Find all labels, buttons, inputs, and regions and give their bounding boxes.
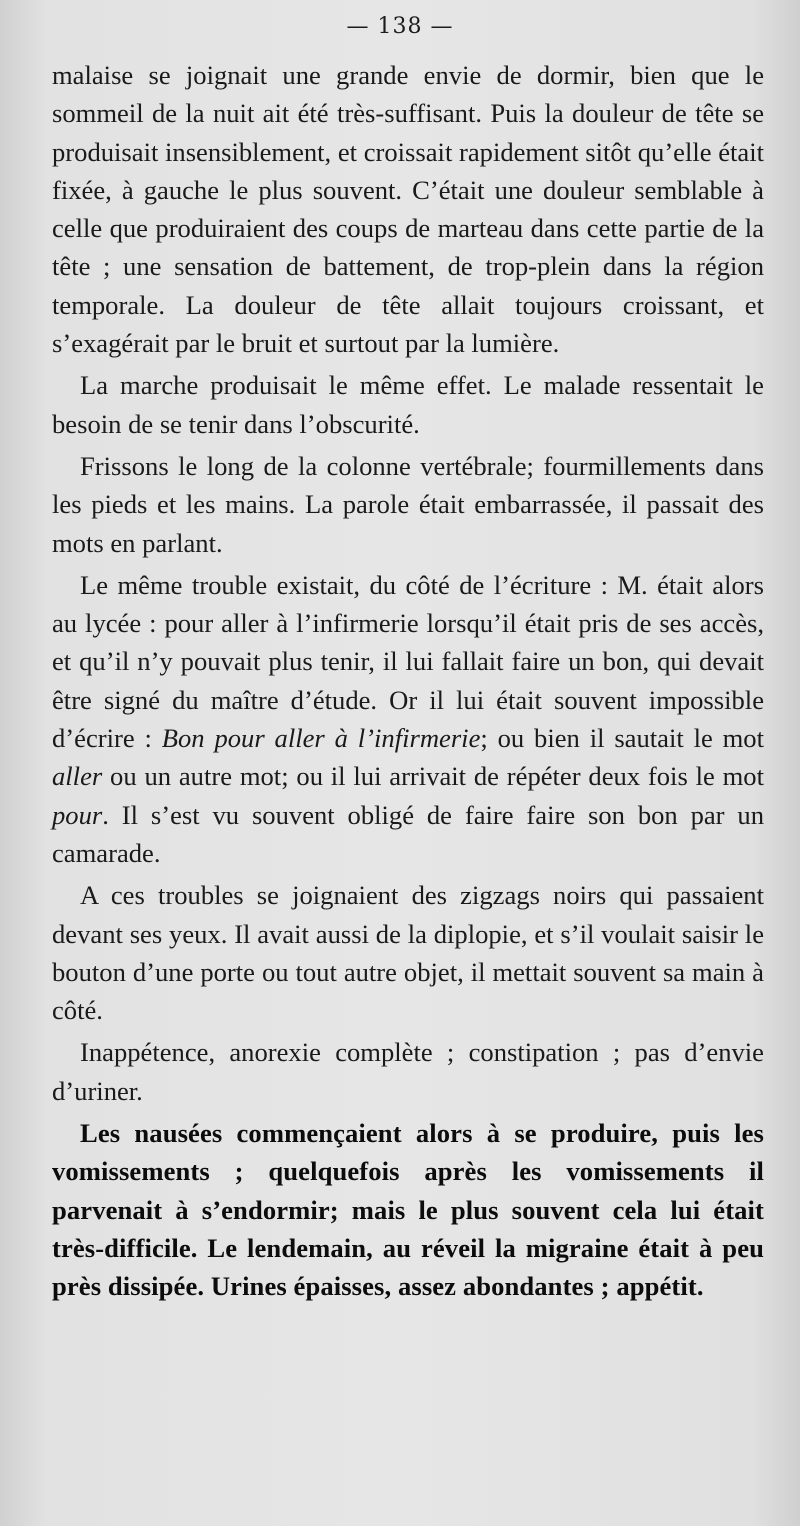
paragraph-1 — [52, 56, 764, 362]
paragraph-4-italic-quote: Bon pour aller à l’infirmerie — [161, 723, 481, 754]
paragraph-7 — [52, 1114, 764, 1305]
body-text — [52, 56, 764, 1306]
paragraph-2 — [52, 366, 764, 443]
paragraph-7-text: Les nausées commençaient alors à se produire, puis les vomissements ; quelquefois après les vomissements il parvenait à s’endormir; mais le plus souvent cela lui était très-difficile. Le lendemain, au réveil la migraine était à peu près dissipée. Urines épaisses, assez abondantes ; appétit. — [52, 1118, 764, 1302]
paragraph-5 — [52, 876, 764, 1029]
paragraph-6 — [52, 1033, 764, 1110]
paragraph-6-text: Inappétence, anorexie complète ; constipation ; pas d’envie d’uriner. — [52, 1037, 764, 1106]
paragraph-4-italic-aller: aller — [52, 761, 103, 792]
paragraph-4 — [52, 566, 764, 872]
paragraph-4-italic-pour: pour — [52, 799, 103, 830]
paragraph-1-text: malaise se joignait une grande envie de dormir, bien que le sommeil de la nuit ait été très-suffisant. Puis la douleur de tête se produisait insensiblement, et croissait rapidement sitôt qu’elle était fixée, à gauche le plus souvent. C’était une douleur semblable à celle que produiraient des coups de marteau dans cette partie de la tête ; une sensation de battement, de trop-plein dans la région temporale. La douleur de tête allait toujours croissant, et s’exagérait par le bruit et surtout par la lumière. — [52, 60, 764, 359]
paragraph-3-text: Frissons le long de la colonne vertébrale; fourmillements dans les pieds et les mains. La parole était embarrassée, il passait des mots en parlant. — [52, 450, 764, 558]
paragraph-5-text: A ces troubles se joignaient des zigzags noirs qui passaient devant ses yeux. Il avait aussi de la diplopie, et s’il voulait saisir le bouton d’une porte ou tout autre objet, il mettait souvent sa main à côté. — [52, 880, 764, 1026]
paragraph-2-text: La marche produisait le même effet. Le malade ressentait le besoin de se tenir dans l’obscurité. — [52, 370, 764, 439]
page-number: — 138 — — [346, 14, 454, 39]
paragraph-4-text-b: ; ou bien il sautait le mot — [480, 723, 764, 754]
paragraph-4-text-d: . Il s’est vu souvent obligé de faire faire son bon par un camarade. — [52, 799, 764, 868]
paragraph-4-text-a: Le même trouble existait, du côté de l’écriture : M. était alors au lycée : pour aller à l’infirmerie lorsqu’il était pris de ses accès, et qu’il n’y pouvait plus tenir, il lui fallait faire un bon, qui devait être signé du maître d’étude. Or il lui était souvent impossible d’écrire : — [52, 569, 764, 754]
paragraph-3 — [52, 447, 764, 562]
paragraph-4-text-c: ou un autre mot; ou il lui arrivait de répéter deux fois le mot — [102, 761, 764, 792]
